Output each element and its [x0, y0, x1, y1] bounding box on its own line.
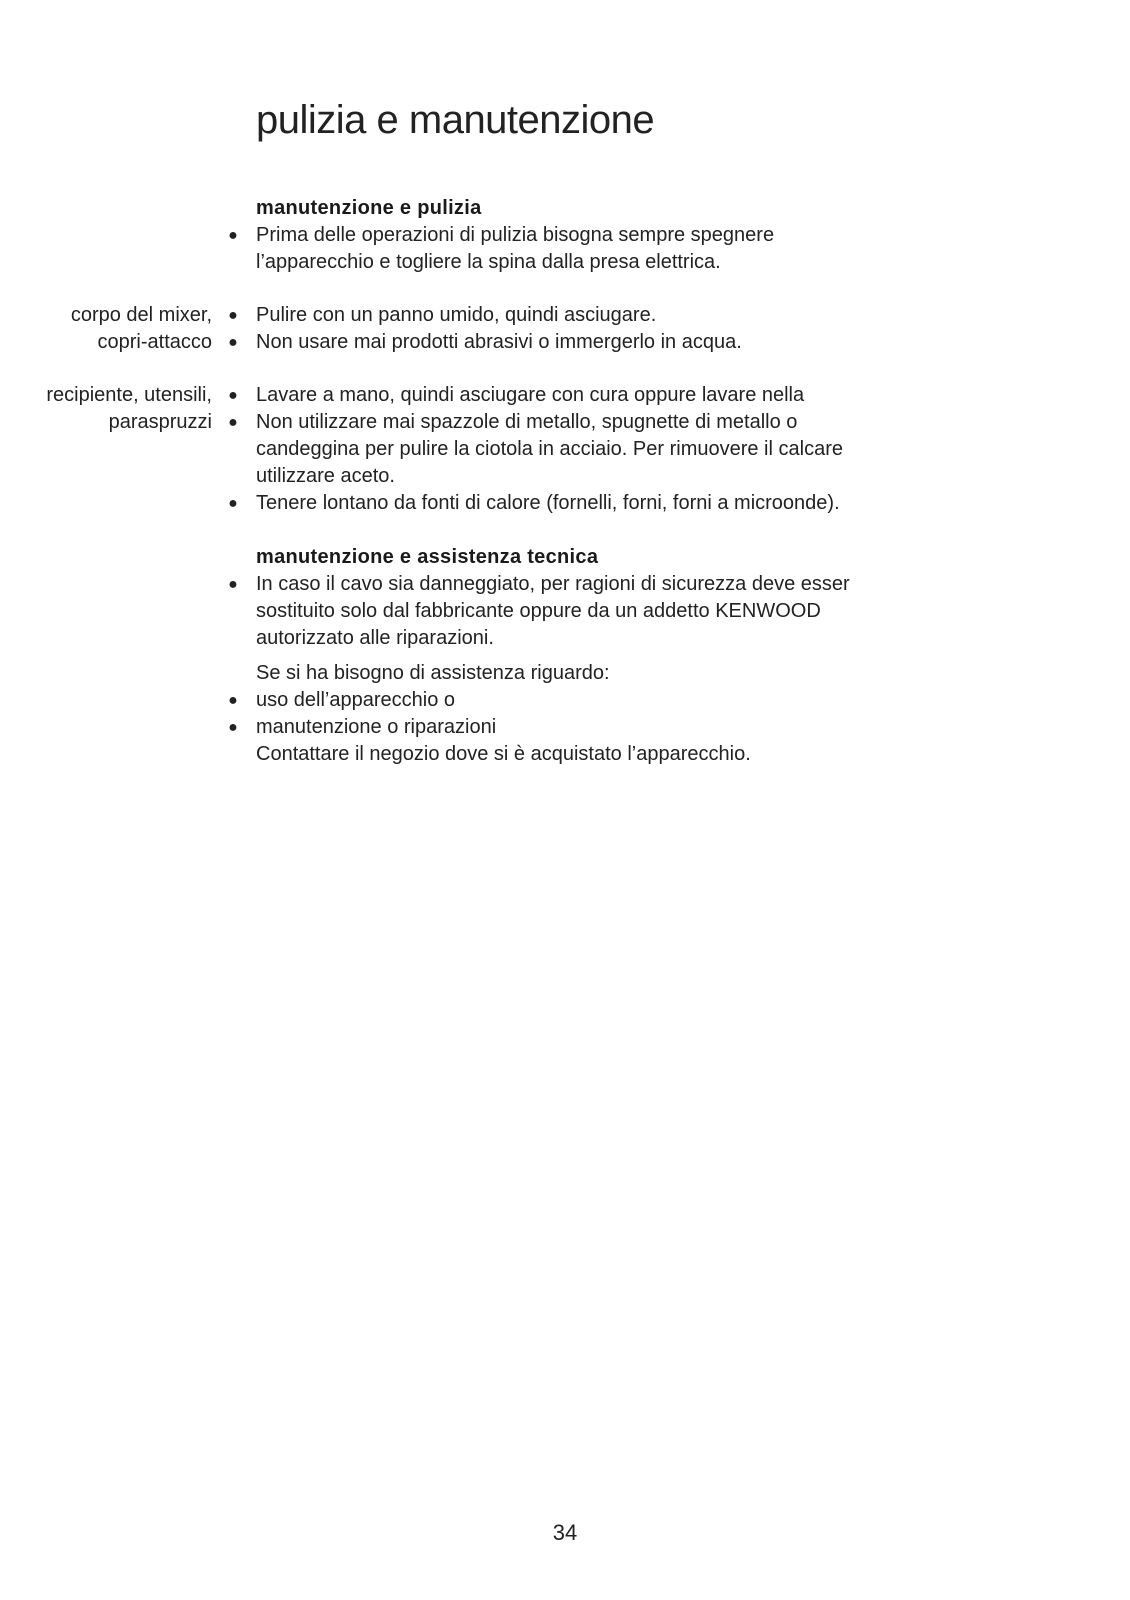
side-label-mixer-body: corpo del mixer,	[70, 304, 212, 326]
list-item	[0, 329, 1130, 356]
list-item-text: Tenere lontano da fonti di calore (fornelli, forni, forni a microonde).	[256, 492, 840, 514]
side-label-splash-guard: paraspruzzi	[108, 411, 212, 433]
side-label-cover: copri-attacco	[97, 331, 212, 353]
page-content	[0, 194, 1130, 768]
list-item-text: Non usare mai prodotti abrasivi o immergerlo in acqua.	[256, 331, 742, 353]
bullet-icon: ●	[228, 307, 238, 324]
bullet-icon: ●	[228, 576, 238, 593]
list-item-text: Non utilizzare mai spazzole di metallo, spugnette di metallo o candeggina per pulire la ciotola in acciaio. Per rimuovere il calcare utilizzare aceto.	[256, 411, 843, 487]
list-item-text: uso dell’apparecchio o	[256, 689, 456, 711]
bullet-icon: ●	[228, 334, 238, 351]
list-item-text: Prima delle operazioni di pulizia bisogna sempre spegnere l’apparecchio e togliere la spina dalla presa elettrica.	[256, 224, 775, 273]
bullet-icon: ●	[228, 495, 238, 512]
list-item-text: Pulire con un panno umido, quindi asciugare.	[256, 304, 657, 326]
section-service	[0, 543, 1130, 768]
section-heading: manutenzione e assistenza tecnica	[256, 546, 599, 568]
list-item	[0, 714, 1130, 741]
paragraph	[0, 741, 1130, 768]
list-item	[0, 382, 1130, 409]
assistance-intro: Se si ha bisogno di assistenza riguardo:	[256, 662, 610, 684]
list-item-text: manutenzione o riparazioni	[256, 716, 497, 738]
list-item	[0, 687, 1130, 714]
section-heading: manutenzione e pulizia	[256, 197, 482, 219]
page-title: pulizia e manutenzione	[256, 98, 655, 142]
assistance-outro: Contattare il negozio dove si è acquistato l’apparecchio.	[256, 743, 751, 765]
bullet-icon: ●	[228, 719, 238, 736]
bullet-icon: ●	[228, 692, 238, 709]
list-item	[0, 409, 1130, 490]
list-item	[0, 571, 1130, 652]
page-number: 34	[552, 1520, 578, 1545]
list-item	[0, 490, 1130, 517]
list-item	[0, 222, 1130, 276]
bullet-icon: ●	[228, 387, 238, 404]
paragraph	[0, 660, 1130, 687]
section-maintenance-cleaning	[0, 194, 1130, 517]
list-item-text: In caso il cavo sia danneggiato, per ragioni di sicurezza deve esser sostituito solo dal fabbricante oppure da un addetto KENWOOD autorizzato alle riparazioni.	[256, 573, 850, 649]
side-label-bowl: recipiente, utensili,	[46, 384, 212, 406]
list-item	[0, 302, 1130, 329]
bullet-icon: ●	[228, 414, 238, 431]
list-item-text: Lavare a mano, quindi asciugare con cura oppure lavare nella	[256, 384, 805, 406]
bullet-icon: ●	[228, 227, 238, 244]
